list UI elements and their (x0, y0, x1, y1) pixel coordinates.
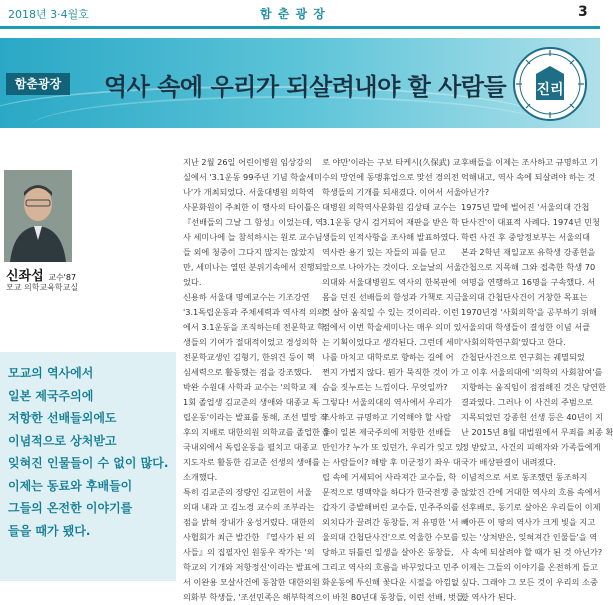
article-text-line: 싶다. 그래야 그 모든 것이 우리의 소중 (461, 577, 598, 587)
title-banner (0, 38, 600, 128)
article-text-line: 외치다가 끌려간 동창들, 저 유명한 '서 (322, 517, 459, 527)
article-text-line: 정 받았고, 사건의 피해자와 가족들에게 (461, 442, 601, 452)
issue-date: 2018년 3·4월호 (8, 8, 89, 21)
article-text-line: '사회의학연구회'였다고 한다. (461, 337, 566, 347)
article-text-line: 후배들을 이제는 조사하고 규명하고 기 (461, 157, 598, 167)
article-text-line: 『선배들의 그날 그 함성』이었는데, 역 (183, 217, 324, 227)
article-text-line: 껏 살아 움직일 수 있는 것이리라. 이런 (322, 307, 459, 317)
article-text-line: 3.1운동 당시 검거되어 재판을 받은 학 (322, 217, 459, 227)
author-position: 교수'87 (48, 273, 77, 282)
banner-wave-decoration (30, 96, 550, 158)
article-text-line: 있는 '상처받은, 잊혀져간 인물들'을 역 (461, 532, 598, 542)
column-tag: 함춘광장 (6, 73, 70, 95)
article-text-line: 사문화원이 주최한 이 행사의 타이틀은 (183, 202, 320, 212)
article-text-line: 박완 수원대 사학과 교수는 '의학교 제 (183, 382, 317, 392)
pull-quote-line: 잊혀진 인물들이 수 없이 많다. (8, 456, 169, 470)
article-text-line: 조사하고 규명하고 기억해야 할 사람 (322, 412, 452, 422)
article-text-line: 한 역사가 된다. (461, 592, 517, 602)
article-text-line: 립 속에 거세되어 사라져간 교수들, 학 (322, 472, 457, 482)
article-text-line: 의화부 학생들, '조선민족은 해부학적으 (183, 592, 323, 602)
article-text-line: 않았건 간에 거대한 역사의 흐름 속에서 (461, 487, 601, 497)
article-text-line: 1970년경 '사회의학'을 공부하기 위해 (461, 307, 597, 317)
article-text-line: 는 기획이었다고 생각된다. 그런데 세미 (322, 337, 462, 347)
article-text-line: 점을 밝혀 장내가 웅성거렸다. 대한의 (183, 517, 315, 527)
article-text-line: 지목되었던 강종헌 선생 등은 40년이 지 (461, 412, 604, 422)
article-text-line: 만인가? 누가 또 있던가, 우리가 잊고 있 (322, 442, 464, 452)
article-text-line: 문적으로 명맥약을 하다가 한국전쟁 중 (322, 487, 459, 497)
article-text-line: 그렇다! 서울의대의 역사에서 우리가 (322, 397, 452, 407)
page-number: 3 (578, 4, 588, 20)
article-text-line: 립운동'이라는 발표를 통해, 조선 멸망 직 (183, 412, 328, 422)
article-text-line: 이 바친 80년대 동창들, 이런 선배, 벗들, (322, 592, 467, 602)
pull-quote-line: 들을 때가 됐다. (8, 523, 91, 538)
article-column-3 (461, 155, 613, 602)
article-text-line: 몸을 던진 선배들의 함성과 가책로 지금 (322, 292, 462, 302)
article-text-line: 난 2015년 8월 대법원에서 무죄를 최종 확 (461, 427, 613, 437)
article-text-line: 본과 2학년 재일교포 유학생 강종헌을 (461, 247, 596, 257)
article-text-line: 화운동에 투신해 꽃다운 시절을 아낌없 (322, 577, 459, 587)
article-text-line: 이제는 그들의 이야기를 온전하게 들고 (461, 562, 598, 572)
article-text-line: 나를 마치고 대학로로 향하는 길에 어 (322, 352, 454, 362)
article-text-line: 들이 일본 제국주의에 저항한 선배들 (322, 427, 452, 437)
author-name-text: 신좌섭 (6, 269, 44, 284)
article-text-line: 지난 2월 26일 어린이병원 임상강의 (183, 157, 312, 167)
article-text-line: 빼아픈 이 땅의 역사가 크게 빛을 지고 (461, 517, 596, 527)
pull-quote-line: 저항한 선배들외에도 (8, 411, 117, 425)
article-text-line: 고 이후 서울의대에 '의학의 사회참여'를 (461, 367, 603, 377)
article-text-line: 갑자기 증발해버린 교수들, 민주주의를 (322, 502, 459, 512)
article-column-1 (183, 155, 331, 602)
article-text-line: 신용하 서울대 명예교수는 기조강연 (183, 292, 310, 302)
article-column-2 (322, 155, 467, 602)
article-text-line: '3.1독립운동과 주체세력과 역사적 의의' (183, 307, 327, 317)
article-text-line: 학생들의 기개를 되새겼다. 이어서 서울 (322, 187, 462, 197)
author-photo (4, 170, 72, 262)
article-text-line: 당하고 뒤틀린 일생을 살아온 동창들, (322, 547, 454, 557)
article-text-line: 사 속에 되살려야 할 때가 된 것 아닌가? (461, 547, 603, 557)
article-text-line: 의대 내과 고 김노경 교수의 조부라는 (183, 502, 315, 512)
article-text-line: 실에서 '3.1운동 99주년 기념 학술세미 (183, 172, 322, 182)
pull-quote-line: 모교의 역사에서 (8, 366, 94, 380)
article-text-line: 울의대 간첩단사건'으로 억울한 수모를 (322, 532, 459, 542)
article-text-line: 사 세미나에 늘 참석하시는 원로 교수님 (183, 232, 323, 242)
article-text-line: 역사란 용기 있는 자들의 피를 딛고 (322, 247, 446, 257)
article-text-line: 쩐지 가볍지 않다. 뭔가 묵직한 것이 가 (322, 367, 459, 377)
article-text-line: 슴을 짓누르는 느낌이다. 무엇일까? (322, 382, 448, 392)
article-text-line: 에서 3.1운동을 조직하는데 전문학교 학 (183, 322, 326, 332)
article-text-line: 학련 사건 후 중앙정보부는 서울의대 (461, 232, 591, 242)
article-text-line: 생들의 기여가 절대적이었고 경성의학 (183, 337, 318, 347)
article-text-line: 학교의 기개와 저항정신'이라는 발표에 (183, 562, 320, 572)
pull-quote (8, 362, 174, 542)
article-text-line: 이념적으로 서로 동조했던 동조하지 (461, 472, 588, 482)
pull-quote-line: 일본 제국주의에 (8, 388, 94, 403)
article-text-line: 사협회가 최근 발간한 『열사가 된 의 (183, 532, 315, 542)
article-text-line: 특히 김교준의 장량인 김교헌이 서울 (183, 487, 313, 497)
article-text-line: 여명을 연행하고 16명을 구속했다. 서 (461, 277, 596, 287)
pull-quote-line: 그들의 온전한 이야기를 (8, 501, 133, 515)
header-rule (0, 26, 600, 29)
article-text-line: 로 야만'이라는 구보 타케시(久保武) 교 (322, 157, 461, 167)
article-text-line: 대병원 의학역사문화원 김상태 교수는 (322, 202, 457, 212)
pull-quote-line: 이제는 동료와 후배들이 (8, 478, 133, 493)
article-text-line: 서울의대 학생들이 결성한 이념 서클 (461, 322, 591, 332)
article-text-line: 의대와 서울대병원도 역사의 한복판에 (322, 277, 457, 287)
article-text-line: 서 이완용 모살사건에 동참한 대한의원 (183, 577, 320, 587)
article-text-line: 1975년 말에 벌어진 '서울의대 간첩 (461, 202, 590, 212)
article-text-line: 지도자로 활동한 김교준 선생의 생애를 (183, 457, 320, 467)
article-text-line: 들 외에 청중이 그다지 많지는 않았지 (183, 247, 315, 257)
article-text-line: 아닌가? (461, 187, 490, 197)
article-text-line: 결과였다. 그러나 이 사건의 주범으로 (461, 397, 593, 407)
article-text-line: 만, 세미나는 열띤 분위기속에서 진행되 (183, 262, 323, 272)
article-title: 역사 속에 우리가 되살려내야 할 사람들 (104, 73, 507, 101)
article-text-line: 었다. (183, 277, 202, 287)
pull-quote-line: 이념적으로 상처받고 (8, 433, 117, 448)
article-text-line: 단사건'이 대표적 사례다. 1974년 민청 (461, 217, 600, 227)
article-text-line: 1회 졸업생 김교준의 생애와 대종교 독 (183, 397, 320, 407)
article-text-line: 그리고 역사의 흐름을 바꾸었다고 민주 (322, 562, 459, 572)
article-text-line: 지향하는 움직임이 점점해진 것은 당연한 (461, 382, 606, 392)
article-text-line: 점에서 이번 학술세미나는 매우 의미 있 (322, 322, 462, 332)
article-text-line: 간첩단사건으로 연구회는 궤멸되었 (461, 352, 585, 362)
article-text-line: 간첩으로 지목해 그와 접촉한 학생 70 (461, 262, 596, 272)
article-text-line: 국내외에서 독립운동을 펼치고 대종교 (183, 442, 318, 452)
article-text-line: 울의대 간첩단사건이 거창한 목표는 (461, 292, 588, 302)
article-text-line: 후의 지배로 대한의원 의학교를 졸업한 후 (183, 427, 331, 437)
university-seal-logo (512, 46, 588, 122)
seal-text: 진리 (536, 82, 564, 98)
article-text-line: 억해내고, 역사 속에 되살려야 하는 것 (461, 172, 596, 182)
article-text-line: 전문학교생인 김형기, 한위건 등이 핵 (183, 352, 315, 362)
article-text-line: 사들』의 집필자인 원동우 작가는 '의 (183, 547, 315, 557)
author-affiliation: 모교 의학교육학교실 (6, 283, 79, 292)
section-name: 함 춘 광 장 (260, 7, 326, 21)
article-text-line: 선후배로, 동기로 살아온 우리들이 이제 (461, 502, 601, 512)
article-text-line: 생들의 인적사항을 조사해 발표하였다. (322, 232, 459, 242)
article-text-line: 나'가 개최되었다. 서울대병원 의학역 (183, 187, 315, 197)
article-text-line: 국가 배상판결이 내려졌다. (461, 457, 556, 467)
page-header (0, 0, 600, 30)
article-text-line: 수의 망언에 동맹휴업으로 맞선 경의전 (322, 172, 459, 182)
article-text-line: 심세력으로 활동했는 점을 강조했다. (183, 367, 313, 377)
article-text-line: 는 사람들이? 해방 후 미군정기 좌우 대 (322, 457, 461, 467)
article-text-line: 앞으로 나아가는 것이다. 오늘날의 서울 (322, 262, 462, 272)
pull-quote-box (0, 352, 176, 581)
article-text-line: 소개했다. (183, 472, 218, 482)
